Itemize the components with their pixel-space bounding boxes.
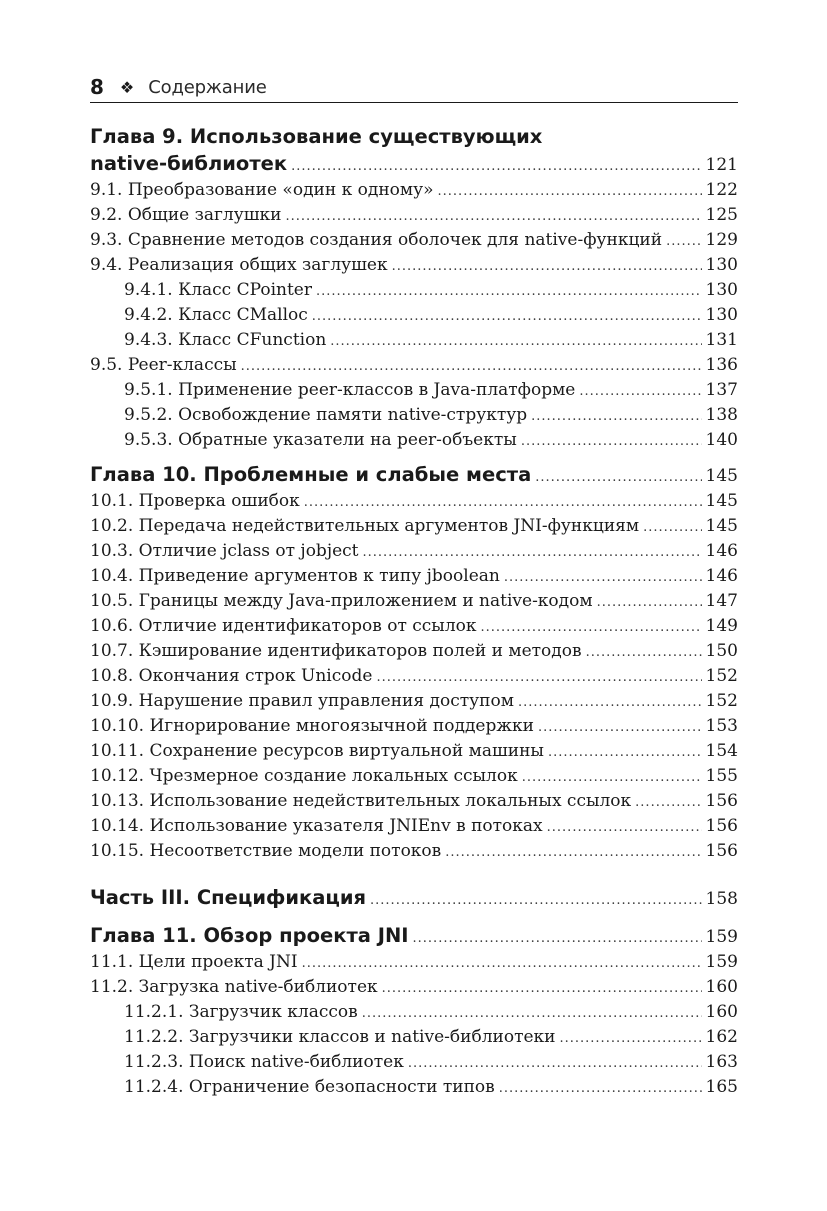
toc-entry[interactable] — [90, 839, 738, 864]
toc-entry[interactable] — [90, 614, 738, 639]
entry-label: 9.4.3. Класс CFunction — [124, 330, 327, 350]
toc-entry[interactable] — [90, 689, 738, 714]
page-ref: 147 — [705, 591, 738, 611]
entry-label: 11.2.3. Поиск native-библиотек — [124, 1052, 404, 1072]
entry-label: 9.2. Общие заглушки — [90, 205, 282, 225]
page-ref: 136 — [705, 355, 738, 375]
toc-entry[interactable] — [90, 950, 738, 975]
dot-leader — [330, 329, 701, 353]
dot-leader — [579, 379, 701, 403]
toc-subentry[interactable] — [90, 278, 738, 303]
toc-subentry[interactable] — [90, 1050, 738, 1075]
page-ref: 159 — [705, 927, 738, 947]
toc-entry[interactable] — [90, 253, 738, 278]
page-ref: 155 — [705, 766, 738, 786]
toc-entry[interactable] — [90, 353, 738, 378]
page-ref: 156 — [705, 791, 738, 811]
chapter-title: Глава 11. Обзор проекта JNI — [90, 924, 409, 947]
page-ref: 130 — [705, 305, 738, 325]
toc-entry[interactable] — [90, 228, 738, 253]
dot-leader — [304, 490, 702, 514]
dot-leader — [560, 1026, 702, 1050]
dot-leader — [376, 665, 701, 689]
ornament-icon: ❖ — [119, 77, 135, 97]
entry-label: 10.2. Передача недействительных аргументов JNI-функциям — [90, 516, 640, 536]
dot-leader — [392, 254, 702, 278]
entry-label: 10.12. Чрезмерное создание локальных ссылок — [90, 766, 518, 786]
entry-label: 10.3. Отличие jclass от jobject — [90, 541, 359, 561]
toc-subentry[interactable] — [90, 378, 738, 403]
chapter-title: Глава 10. Проблемные и слабые места — [90, 463, 532, 486]
page-ref: 153 — [705, 716, 738, 736]
dot-leader — [538, 715, 702, 739]
entry-label: 10.6. Отличие идентификаторов от ссылок — [90, 616, 477, 636]
entry-label: 10.5. Границы между Java-приложением и native-кодом — [90, 591, 593, 611]
entry-label: 9.5.2. Освобождение памяти native-структур — [124, 405, 528, 425]
dot-leader — [362, 1001, 702, 1025]
toc-entry[interactable] — [90, 975, 738, 1000]
chapter-title: native-библиотек — [90, 152, 288, 175]
dot-leader — [518, 690, 702, 714]
toc-entry[interactable] — [90, 639, 738, 664]
entry-label: 9.4. Реализация общих заглушек — [90, 255, 388, 275]
dot-leader — [413, 925, 702, 950]
dot-leader — [635, 790, 701, 814]
toc-entry[interactable] — [90, 739, 738, 764]
entry-label: 10.11. Сохранение ресурсов виртуальной машины — [90, 741, 544, 761]
toc-entry[interactable] — [90, 764, 738, 789]
dot-leader — [597, 590, 702, 614]
table-of-contents — [90, 124, 738, 1100]
entry-label: 10.9. Нарушение правил управления доступом — [90, 691, 514, 711]
dot-leader — [548, 740, 702, 764]
page-ref: 149 — [705, 616, 738, 636]
page-ref: 129 — [705, 230, 738, 250]
dot-leader — [241, 354, 702, 378]
dot-leader — [286, 204, 702, 228]
dot-leader — [316, 279, 702, 303]
page-ref: 159 — [705, 952, 738, 972]
toc-entry[interactable] — [90, 539, 738, 564]
entry-label: 11.2. Загрузка native-библиотек — [90, 977, 378, 997]
dot-leader — [531, 404, 701, 428]
entry-label: 9.4.2. Класс CMalloc — [124, 305, 308, 325]
dot-leader — [291, 153, 701, 178]
dot-leader — [302, 951, 702, 975]
chapter-9-title-line1: Глава 9. Использование существующих — [90, 125, 543, 148]
toc-entry[interactable] — [90, 564, 738, 589]
page-number: 8 — [90, 75, 104, 99]
toc-entry[interactable] — [90, 789, 738, 814]
dot-leader — [370, 887, 702, 912]
dot-leader — [438, 179, 702, 203]
page-ref: 154 — [705, 741, 738, 761]
page-ref: 165 — [705, 1077, 738, 1097]
part-title: Часть III. Спецификация — [90, 886, 367, 909]
dot-leader — [547, 815, 702, 839]
page-ref: 146 — [705, 541, 738, 561]
running-header — [90, 72, 738, 103]
entry-label: 10.7. Кэширование идентификаторов полей и методов — [90, 641, 582, 661]
dot-leader — [445, 840, 701, 864]
toc-subentry[interactable] — [90, 1075, 738, 1100]
page-ref: 162 — [705, 1027, 738, 1047]
toc-entry[interactable] — [90, 178, 738, 203]
toc-entry[interactable] — [90, 589, 738, 614]
dot-leader — [522, 765, 702, 789]
toc-entry[interactable] — [90, 489, 738, 514]
page-ref: 146 — [705, 566, 738, 586]
toc-entry[interactable] — [90, 514, 738, 539]
entry-label: 10.8. Окончания строк Unicode — [90, 666, 373, 686]
entry-label: 10.14. Использование указателя JNIEnv в потоках — [90, 816, 543, 836]
page-ref: 158 — [705, 889, 738, 909]
dot-leader — [535, 464, 701, 489]
entry-label: 10.10. Игнорирование многоязычной поддержки — [90, 716, 534, 736]
dot-leader — [312, 304, 702, 328]
dot-leader — [521, 429, 702, 453]
dot-leader — [586, 640, 702, 664]
page-ref: 138 — [705, 405, 738, 425]
entry-label: 9.5.3. Обратные указатели на peer-объекты — [124, 430, 517, 450]
page-ref: 152 — [705, 691, 738, 711]
dot-leader — [363, 540, 702, 564]
page-ref: 145 — [705, 491, 738, 511]
toc-subentry[interactable] — [90, 303, 738, 328]
dot-leader — [499, 1076, 702, 1100]
toc-entry[interactable] — [90, 714, 738, 739]
entry-label: 11.1. Цели проекта JNI — [90, 952, 298, 972]
page-ref: 145 — [705, 516, 738, 536]
page-ref: 163 — [705, 1052, 738, 1072]
entry-label: 9.5. Peer-классы — [90, 355, 237, 375]
entry-label: 11.2.4. Ограничение безопасности типов — [124, 1077, 495, 1097]
dot-leader — [382, 976, 702, 1000]
entry-label: 10.1. Проверка ошибок — [90, 491, 300, 511]
toc-entry[interactable] — [90, 664, 738, 689]
toc-subentry[interactable] — [90, 1000, 738, 1025]
entry-label: 9.5.1. Применение peer-классов в Java-платформе — [124, 380, 576, 400]
toc-entry[interactable] — [90, 203, 738, 228]
entry-label: 11.2.1. Загрузчик классов — [124, 1002, 358, 1022]
page-ref: 150 — [705, 641, 738, 661]
page-ref: 156 — [705, 816, 738, 836]
entry-label: 10.15. Несоответствие модели потоков — [90, 841, 442, 861]
chapter-11-heading[interactable] — [90, 922, 738, 950]
dot-leader — [643, 515, 701, 539]
toc-subentry[interactable] — [90, 403, 738, 428]
entry-label: 9.4.1. Класс CPointer — [124, 280, 312, 300]
page-ref: 160 — [705, 977, 738, 997]
toc-entry[interactable] — [90, 814, 738, 839]
page-ref: 130 — [705, 255, 738, 275]
page-ref: 145 — [705, 466, 738, 486]
page-ref: 125 — [705, 205, 738, 225]
page-ref: 140 — [705, 430, 738, 450]
toc-subentry[interactable] — [90, 428, 738, 453]
toc-subentry[interactable] — [90, 1025, 738, 1050]
entry-label: 10.4. Приведение аргументов к типу jboolean — [90, 566, 500, 586]
entry-label: 9.1. Преобразование «один к одному» — [90, 180, 434, 200]
chapter-10-heading[interactable] — [90, 461, 738, 489]
dot-leader — [408, 1051, 702, 1075]
page-ref: 152 — [705, 666, 738, 686]
chapter-9-heading[interactable] — [90, 150, 738, 178]
page-ref: 130 — [705, 280, 738, 300]
dot-leader — [481, 615, 702, 639]
page-ref: 137 — [705, 380, 738, 400]
entry-label: 10.13. Использование недействительных локальных ссылок — [90, 791, 632, 811]
page-ref: 121 — [705, 155, 738, 175]
dot-leader — [504, 565, 702, 589]
dot-leader — [666, 229, 701, 253]
page-ref: 122 — [705, 180, 738, 200]
page-ref: 160 — [705, 1002, 738, 1022]
entry-label: 11.2.2. Загрузчики классов и native-библиотеки — [124, 1027, 556, 1047]
part-3-heading[interactable] — [90, 884, 738, 912]
page-ref: 156 — [705, 841, 738, 861]
toc-subentry[interactable] — [90, 328, 738, 353]
running-title: Содержание — [148, 76, 267, 98]
entry-label: 9.3. Сравнение методов создания оболочек для native-функций — [90, 230, 663, 250]
page-ref: 131 — [705, 330, 738, 350]
